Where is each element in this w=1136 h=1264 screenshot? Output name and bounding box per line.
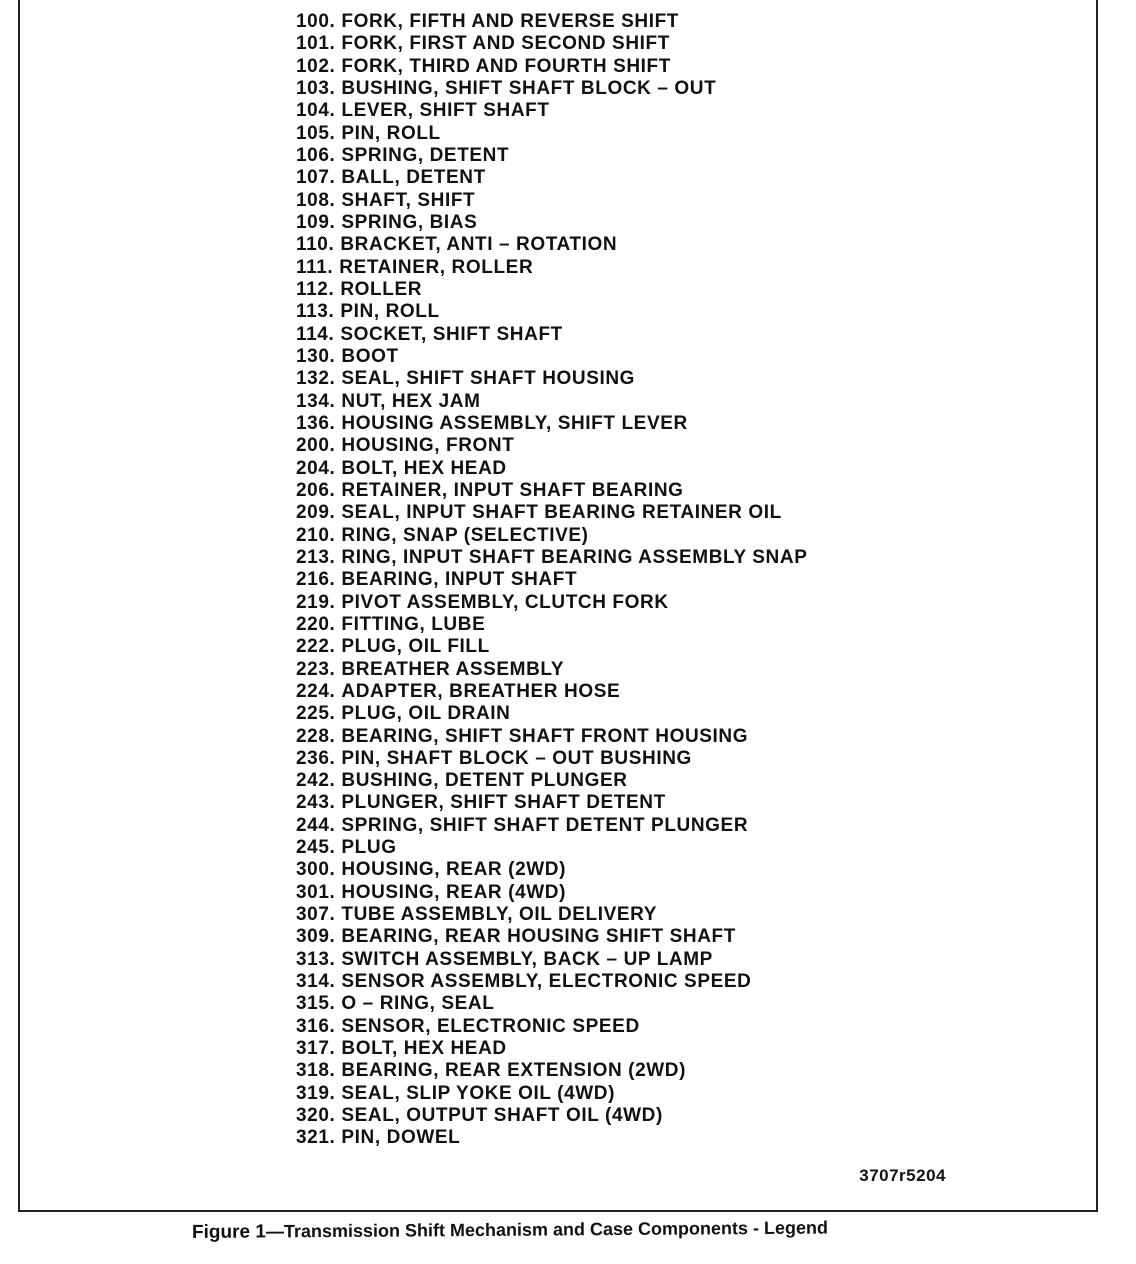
legend-item xyxy=(296,145,807,167)
legend-item xyxy=(296,257,807,279)
legend-item-number: 206. xyxy=(296,479,336,501)
legend-item-number: 242. xyxy=(296,770,336,792)
legend-item-number: 216. xyxy=(296,569,336,591)
legend-item-number: 108. xyxy=(296,189,336,211)
legend-item-description: BEARING, SHIFT SHAFT FRONT HOUSING xyxy=(341,725,749,747)
legend-item xyxy=(296,971,807,993)
legend-item-description: PIN, ROLL xyxy=(341,122,441,144)
legend-item-number: 316. xyxy=(296,1015,336,1037)
legend-item-description: NUT, HEX JAM xyxy=(341,390,481,412)
legend-item-description: SOCKET, SHIFT SHAFT xyxy=(340,323,563,345)
legend-item-description: SPRING, DETENT xyxy=(341,144,510,166)
legend-item xyxy=(296,703,807,725)
legend-item-number: 319. xyxy=(296,1082,336,1104)
legend-item-description: RING, INPUT SHAFT BEARING ASSEMBLY SNAP xyxy=(341,546,808,568)
legend-item-number: 112. xyxy=(296,278,335,300)
legend-item xyxy=(296,458,807,480)
legend-item xyxy=(296,770,807,792)
legend-item-number: 102. xyxy=(296,55,336,77)
legend-item-description: BUSHING, DETENT PLUNGER xyxy=(341,770,628,792)
legend-item-number: 224. xyxy=(296,680,336,702)
legend-item-number: 113. xyxy=(296,301,335,323)
legend-item-description: BOOT xyxy=(341,345,399,367)
legend-item xyxy=(296,1127,807,1149)
legend-item-description: FORK, FIFTH AND REVERSE SHIFT xyxy=(341,11,679,32)
legend-item-number: 101. xyxy=(296,33,336,55)
legend-item-description: SHAFT, SHIFT xyxy=(341,189,476,211)
legend-item-number: 315. xyxy=(296,993,336,1015)
legend-item-number: 134. xyxy=(296,390,336,412)
legend-item-description: O – RING, SEAL xyxy=(341,993,495,1015)
legend-item-description: ROLLER xyxy=(340,278,423,300)
legend-item-number: 210. xyxy=(296,524,336,546)
legend-item xyxy=(296,56,807,78)
figure-caption xyxy=(192,1218,828,1244)
legend-item-description: SEAL, SHIFT SHAFT HOUSING xyxy=(341,368,636,390)
legend-item-description: PLUG, OIL FILL xyxy=(341,636,490,658)
legend-item-description: SPRING, BIAS xyxy=(341,211,478,233)
legend-item-number: 130. xyxy=(296,345,336,367)
legend-item xyxy=(296,279,807,301)
legend-item xyxy=(296,815,807,837)
legend-item xyxy=(296,726,807,748)
legend-item-number: 222. xyxy=(296,636,336,658)
legend-item xyxy=(296,301,807,323)
legend-item-number: 200. xyxy=(296,435,336,457)
legend-item-description: PIVOT ASSEMBLY, CLUTCH FORK xyxy=(341,591,669,613)
legend-item-number: 223. xyxy=(296,658,336,680)
legend-item xyxy=(296,167,807,189)
legend-item xyxy=(296,480,807,502)
legend-item-description: TUBE ASSEMBLY, OIL DELIVERY xyxy=(341,904,658,926)
legend-item-description: LEVER, SHIFT SHAFT xyxy=(341,100,550,122)
legend-item xyxy=(296,792,807,814)
legend-item-description: RING, SNAP (SELECTIVE) xyxy=(341,524,589,546)
legend-item-description: SEAL, SLIP YOKE OIL (4WD) xyxy=(341,1082,616,1104)
legend-item xyxy=(296,837,807,859)
legend-item xyxy=(296,525,807,547)
legend-item-description: BEARING, REAR HOUSING SHIFT SHAFT xyxy=(341,926,736,948)
figure-caption-text: —Transmission Shift Mechanism and Case Components - Legend xyxy=(265,1217,829,1242)
legend-item-number: 136. xyxy=(296,412,336,434)
legend-frame xyxy=(18,0,1098,1212)
legend-item-number: 225. xyxy=(296,703,336,725)
legend-item xyxy=(296,926,807,948)
legend-item-description: BRACKET, ANTI – ROTATION xyxy=(340,234,618,256)
legend-item xyxy=(296,1016,807,1038)
legend-item-description: RETAINER, INPUT SHAFT BEARING xyxy=(341,479,684,501)
legend-item-number: 244. xyxy=(296,814,336,836)
legend-item xyxy=(296,614,807,636)
legend-item-number: 106. xyxy=(296,144,336,166)
legend-item xyxy=(296,33,807,55)
legend-item xyxy=(296,569,807,591)
legend-item-number: 320. xyxy=(296,1105,336,1127)
legend-item-description: HOUSING ASSEMBLY, SHIFT LEVER xyxy=(341,412,688,434)
legend-item xyxy=(296,1038,807,1060)
legend-item-number: 321. xyxy=(296,1127,336,1149)
legend-item-description: BEARING, REAR EXTENSION (2WD) xyxy=(341,1060,687,1082)
legend-item-number: 228. xyxy=(296,725,336,747)
legend-item-description: SWITCH ASSEMBLY, BACK – UP LAMP xyxy=(341,948,713,970)
legend-item-number: 104. xyxy=(296,100,336,122)
legend-item-number: 110. xyxy=(296,234,335,256)
legend-item-number: 307. xyxy=(296,904,336,926)
legend-item-description: PLUNGER, SHIFT SHAFT DETENT xyxy=(341,792,666,814)
reference-code: 3707r5204 xyxy=(859,1166,946,1185)
legend-item-number: 105. xyxy=(296,122,336,144)
legend-item-number: 111. xyxy=(296,256,334,278)
legend-item-number: 313. xyxy=(296,948,336,970)
legend-item xyxy=(296,659,807,681)
legend-item xyxy=(296,859,807,881)
legend-item-description: ADAPTER, BREATHER HOSE xyxy=(341,680,621,702)
legend-item xyxy=(296,636,807,658)
legend-item xyxy=(296,435,807,457)
legend-item xyxy=(296,78,807,100)
legend-item-description: SENSOR ASSEMBLY, ELECTRONIC SPEED xyxy=(341,971,752,993)
legend-list xyxy=(296,11,807,1150)
legend-item xyxy=(296,748,807,770)
legend-item-description: HOUSING, REAR (2WD) xyxy=(341,859,567,881)
legend-item-description: PIN, ROLL xyxy=(340,301,440,323)
legend-item-number: 314. xyxy=(296,971,336,993)
legend-item-description: HOUSING, REAR (4WD) xyxy=(341,881,567,903)
legend-item-description: FORK, FIRST AND SECOND SHIFT xyxy=(341,33,670,55)
legend-item-number: 245. xyxy=(296,837,336,859)
legend-item-description: PLUG xyxy=(341,837,397,859)
legend-item-description: PIN, DOWEL xyxy=(341,1127,461,1149)
legend-item xyxy=(296,212,807,234)
legend-item xyxy=(296,1105,807,1127)
legend-item-description: SEAL, OUTPUT SHAFT OIL (4WD) xyxy=(341,1105,663,1127)
legend-item-number: 300. xyxy=(296,859,336,881)
legend-item-number: 132. xyxy=(296,368,336,390)
legend-item-description: FORK, THIRD AND FOURTH SHIFT xyxy=(341,55,671,77)
legend-item-description: PLUG, OIL DRAIN xyxy=(341,703,511,725)
legend-item xyxy=(296,190,807,212)
legend-item xyxy=(296,502,807,524)
legend-item-number: 107. xyxy=(296,167,336,189)
legend-item-number: 219. xyxy=(296,591,336,613)
legend-item xyxy=(296,413,807,435)
legend-item xyxy=(296,123,807,145)
legend-item-number: 317. xyxy=(296,1038,336,1060)
legend-item-description: SEAL, INPUT SHAFT BEARING RETAINER OIL xyxy=(341,502,782,524)
legend-item-number: 301. xyxy=(296,881,336,903)
legend-item xyxy=(296,993,807,1015)
legend-item xyxy=(296,1083,807,1105)
legend-item-description: BOLT, HEX HEAD xyxy=(341,457,507,479)
legend-item xyxy=(296,324,807,346)
legend-item-number: 236. xyxy=(296,747,336,769)
legend-item xyxy=(296,882,807,904)
legend-item-description: BOLT, HEX HEAD xyxy=(341,1038,507,1060)
legend-item xyxy=(296,391,807,413)
legend-item xyxy=(296,368,807,390)
legend-item-description: SPRING, SHIFT SHAFT DETENT PLUNGER xyxy=(341,814,749,836)
legend-item xyxy=(296,100,807,122)
legend-item-number: 209. xyxy=(296,502,336,524)
legend-item-number: 309. xyxy=(296,926,336,948)
legend-item-number: 109. xyxy=(296,211,336,233)
legend-item xyxy=(296,949,807,971)
legend-item-description: BREATHER ASSEMBLY xyxy=(341,658,565,680)
legend-item xyxy=(296,681,807,703)
legend-item-description: SENSOR, ELECTRONIC SPEED xyxy=(341,1015,640,1037)
legend-item-description: BUSHING, SHIFT SHAFT BLOCK – OUT xyxy=(341,77,717,99)
figure-label: Figure 1 xyxy=(191,1221,266,1243)
legend-item xyxy=(296,346,807,368)
legend-item-description: PIN, SHAFT BLOCK – OUT BUSHING xyxy=(341,747,692,769)
legend-item-number: 243. xyxy=(296,792,336,814)
legend-item-description: HOUSING, FRONT xyxy=(341,435,515,457)
legend-item xyxy=(296,904,807,926)
legend-item-number: 103. xyxy=(296,77,336,99)
legend-item xyxy=(296,547,807,569)
legend-item-number: 100. xyxy=(296,11,336,32)
legend-item xyxy=(296,1060,807,1082)
legend-item xyxy=(296,234,807,256)
legend-item xyxy=(296,592,807,614)
legend-item xyxy=(296,11,807,33)
legend-item-description: BEARING, INPUT SHAFT xyxy=(341,569,578,591)
legend-item-description: RETAINER, ROLLER xyxy=(339,256,534,278)
legend-item-number: 213. xyxy=(296,546,336,568)
legend-item-number: 220. xyxy=(296,613,336,635)
legend-item-number: 114. xyxy=(296,323,335,345)
legend-item-description: FITTING, LUBE xyxy=(341,613,486,635)
legend-item-number: 204. xyxy=(296,457,336,479)
legend-item-description: BALL, DETENT xyxy=(341,167,486,189)
legend-item-number: 318. xyxy=(296,1060,336,1082)
